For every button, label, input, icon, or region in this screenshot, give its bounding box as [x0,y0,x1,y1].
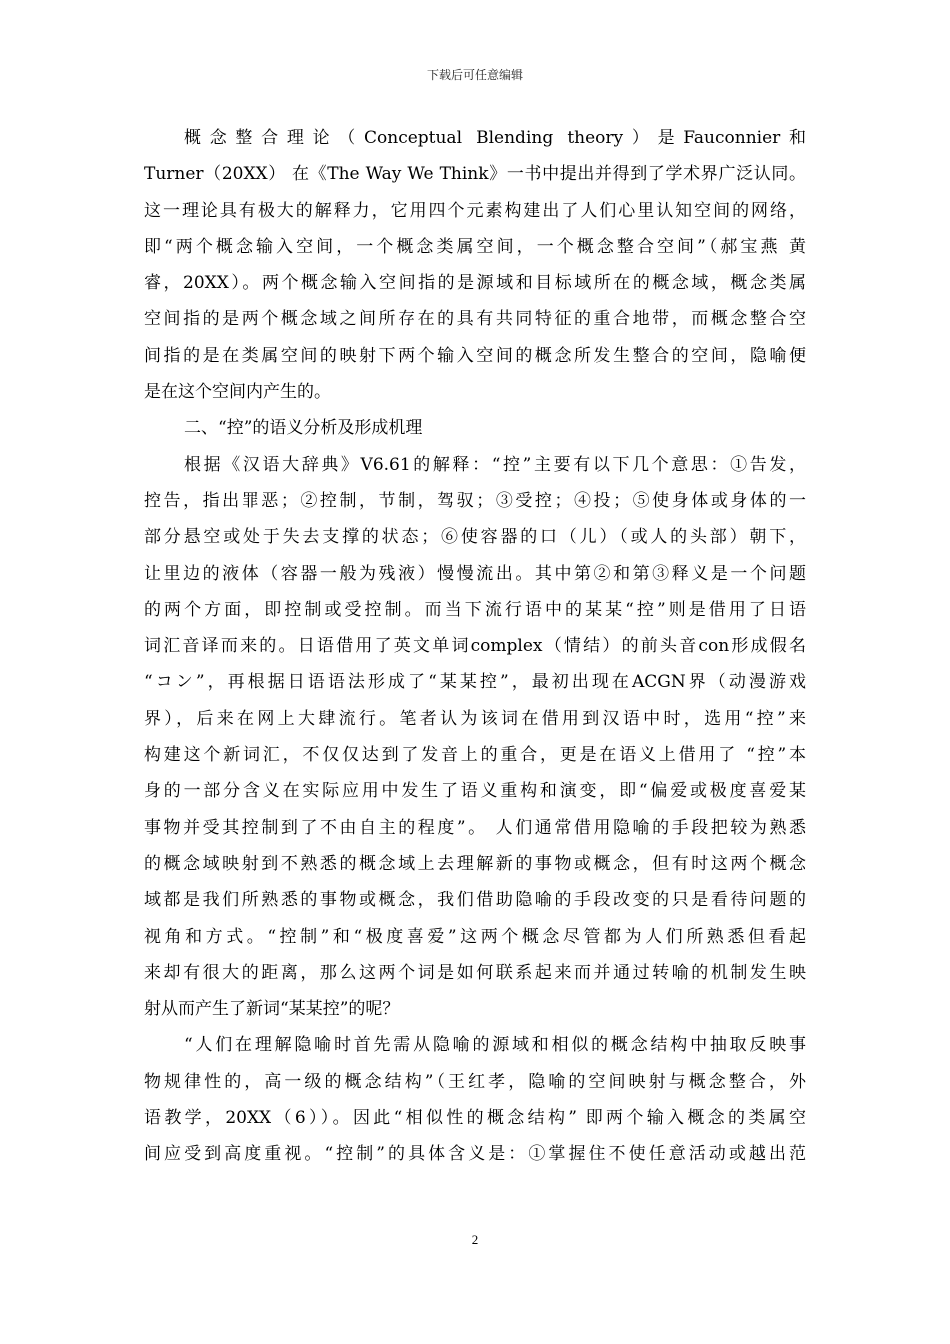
paragraph-3-line-3: 语教学，20XX（6））。因此“相似性的概念结构” 即两个输入概念的类属空 [144,1108,806,1129]
paragraph-2-line-5: 的两个方面，即控制或受控制。而当下流行语中的某某“控”则是借用了日语 [144,599,806,620]
paragraph-3-line-1: “人们在理解隐喻时首先需从隐喻的源域和相似的概念结构中抽取反映事 [184,1035,806,1056]
page-number: 2 [471,1232,479,1247]
paragraph-2-line-13: 域都是我们所熟悉的事物或概念，我们借助隐喻的手段改变的只是看待问题的 [144,890,806,911]
paragraph-2-line-16: 射从而产生了新词“某某控”的呢？ [144,999,400,1020]
paragraph-2-line-10: 身的一部分含义在实际应用中发生了语义重构和演变，即“偏爱或极度喜爱某 [144,781,806,802]
body-text [144,120,806,1173]
paragraph-1-line-5: 睿，20XX）。两个概念输入空间指的是源域和目标域所在的概念域，概念类属 [144,273,806,294]
paragraph-1-line-3: 这一理论具有极大的解释力，它用四个元素构建出了人们心里认知空间的网络， [144,200,806,221]
paragraph-2-line-14: 视角和方式。“控制”和“极度喜爱”这两个概念尽管都为人们所熟悉但看起 [144,926,806,947]
paragraph-2-line-12: 的概念域映射到不熟悉的概念域上去理解新的事物或概念，但有时这两个概念 [144,853,806,874]
paragraph-2-line-6: 词汇音译而来的。日语借用了英文单词complex（情结）的前头音con形成假名 [144,636,806,657]
paragraph-2-line-11: 事物并受其控制到了不由自主的程度”。 人们通常借用隐喻的手段把较为熟悉 [144,817,806,838]
paragraph-1-line-7: 间指的是在类属空间的映射下两个输入空间的概念所发生整合的空间，隐喻便 [144,345,806,366]
paragraph-3-line-4: 间应受到高度重视。“控制”的具体含义是：①掌握住不使任意活动或越出范 [144,1144,806,1165]
paragraph-2-line-7: “コン”，再根据日语语法形成了“某某控”，最初出现在ACGN界（动漫游戏 [144,672,806,693]
paragraph-2-line-4: 让里边的液体（容器一般为残液）慢慢流出。其中第②和第③释义是一个问题 [144,563,806,584]
paragraph-2-line-15: 来却有很大的距离，那么这两个词是如何联系起来而并通过转喻的机制发生映 [144,962,806,983]
paragraph-1-line-8: 是在这个空间内产生的。 [144,382,331,403]
paragraph-1-line-6: 空间指的是两个概念域之间所存在的具有共同特征的重合地带，而概念整合空 [144,309,806,330]
paragraph-2-line-8: 界），后来在网上大肆流行。笔者认为该词在借用到汉语中时，选用“控”来 [144,708,806,729]
section-heading: 二、“控”的语义分析及形成机理 [184,418,423,439]
header-note: 下载后可任意编辑 [426,68,523,82]
paragraph-1-line-1: 概念整合理论（Conceptual Blending theory）是Fauconnier和 [184,128,806,148]
paragraph-1-line-4: 即“两个概念输入空间，一个概念类属空间，一个概念整合空间”（郝宝燕 黄 [144,236,806,257]
paragraph-2-line-1: 根据《汉语大辞典》V6.61的解释：“控”主要有以下几个意思：①告发， [184,454,806,475]
paragraph-2-line-2: 控告，指出罪恶；②控制，节制，驾驭；③受控；④投；⑤使身体或身体的一 [144,490,806,511]
paragraph-2-line-3: 部分悬空或处于失去支撑的状态；⑥使容器的口（儿）（或人的头部）朝下， [144,527,806,548]
paragraph-1-line-2: Turner（20XX） 在《The Way We Think》一书中提出并得到了学术界广泛认同。 [144,164,806,185]
paragraph-2-line-9: 构建这个新词汇，不仅仅达到了发音上的重合，更是在语义上借用了 “控”本 [144,745,806,766]
paragraph-3-line-2: 物规律性的，高一级的概念结构”（王红孝，隐喻的空间映射与概念整合，外 [144,1071,806,1092]
